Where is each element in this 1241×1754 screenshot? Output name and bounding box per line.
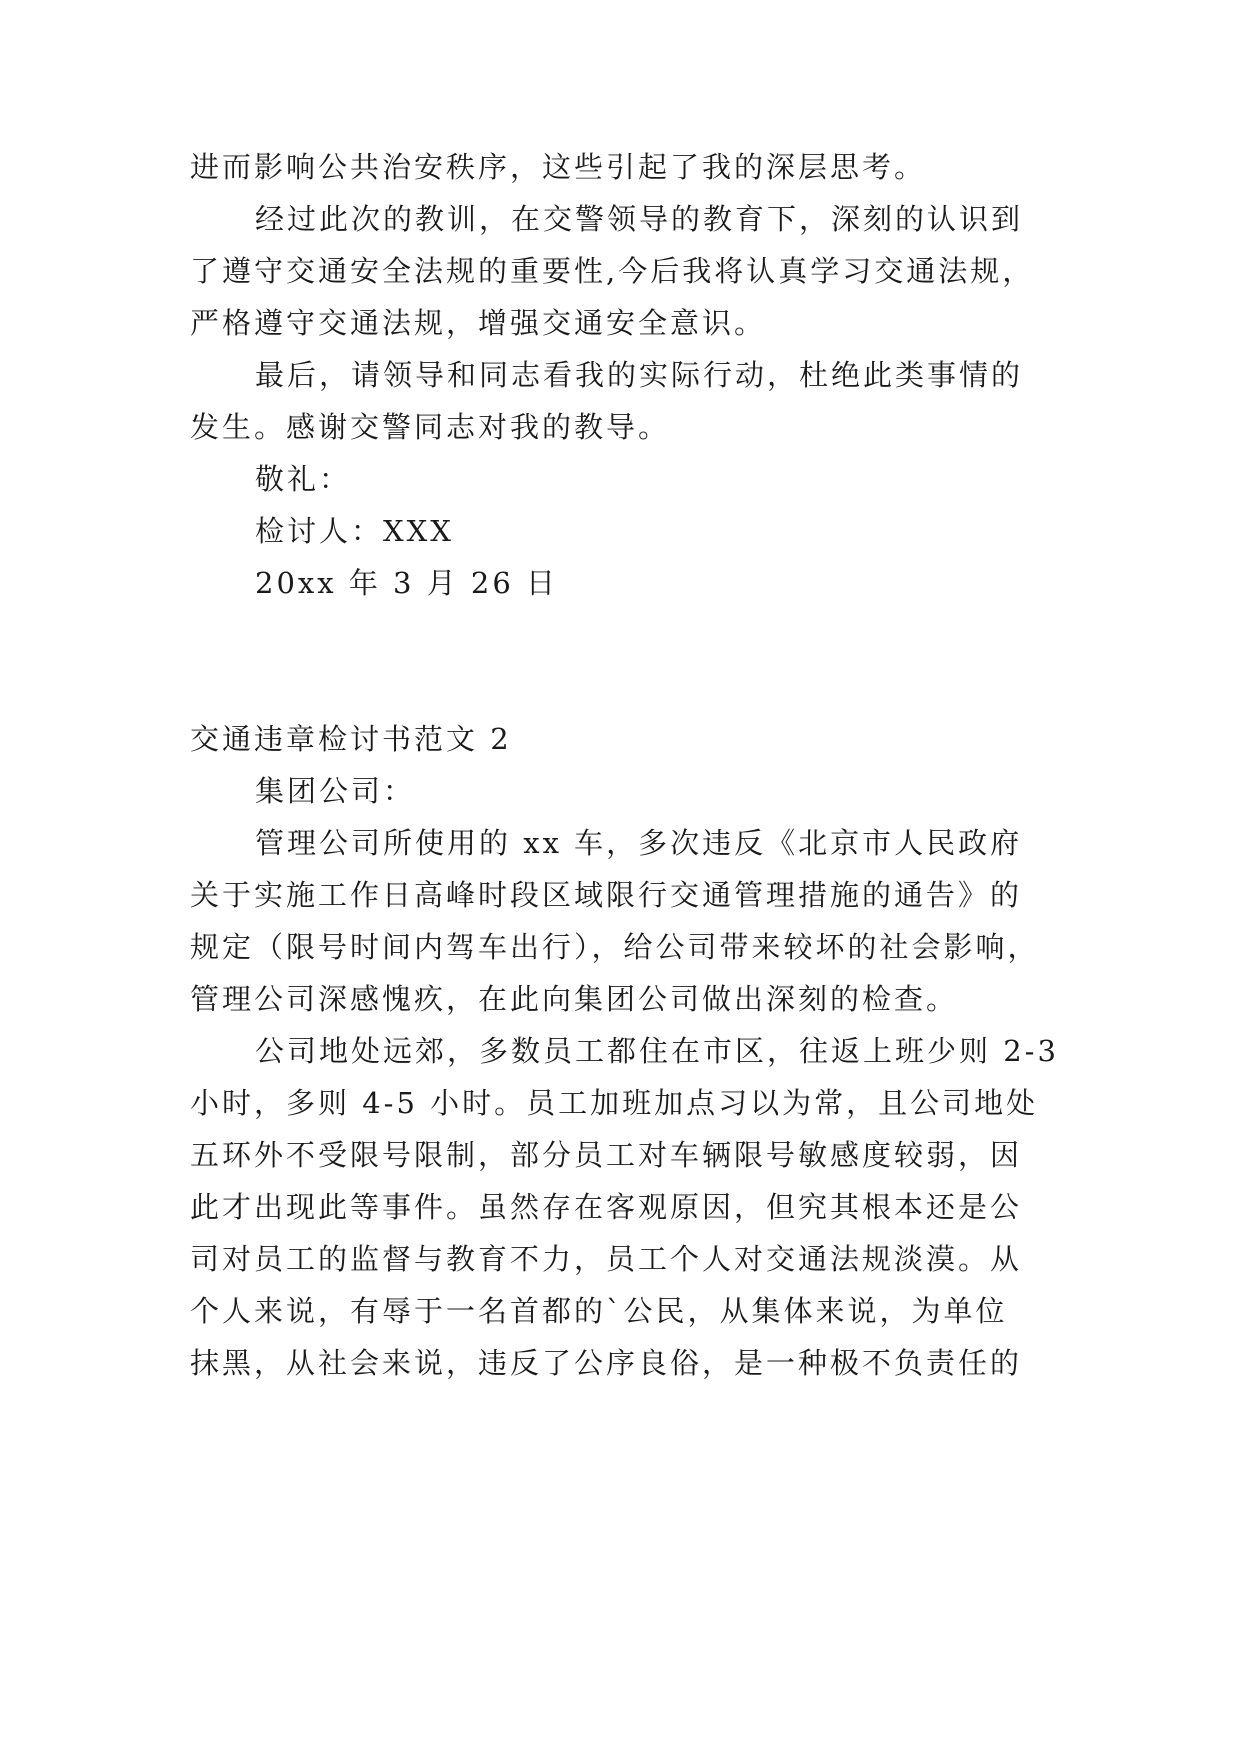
paragraph-line: 抹黑，从社会来说，违反了公序良俗，是一种极不负责任的 [190,1346,1023,1380]
paragraph-line: 个人来说，有辱于一名首都的`公民，从集体来说，为单位 [190,1294,1008,1328]
paragraph-line: 发生。感谢交警同志对我的教导。 [190,410,671,444]
date-text: 20xx 年 3 月 26 日 [255,566,559,600]
paragraph-line: 管理公司所使用的 xx 车，多次违反《北京市人民政府 [255,826,1023,860]
paragraph-line: 小时，多则 4-5 小时。员工加班加点习以为常，且公司地处 [190,1086,1039,1120]
paragraph-line: 了遵守交通安全法规的重要性,今后我将认真学习交通法规， [190,254,1035,288]
closing-text: 敬礼： [255,462,352,496]
paragraph-line: 司对员工的监督与教育不力，员工个人对交通法规淡漠。从 [190,1242,1023,1276]
paragraph-line: 管理公司深感愧疚，在此向集团公司做出深刻的检查。 [190,982,959,1016]
paragraph-line: 最后，请领导和同志看我的实际行动，杜绝此类事情的 [255,358,1024,392]
paragraph-line: 规定（限号时间内驾车出行），给公司带来较坏的社会影响， [190,930,1040,964]
section-title: 交通违章检讨书范文 2 [190,722,512,756]
paragraph-line: 进而影响公共治安秩序，这些引起了我的深层思考。 [190,150,927,184]
paragraph-line: 关于实施工作日高峰时段区域限行交通管理措施的通告》的 [190,878,1023,912]
paragraph-line: 此才出现此等事件。虽然存在客观原因，但究其根本还是公 [190,1190,1023,1224]
signer-text: 检讨人：XXX [255,514,454,548]
paragraph-line: 五环外不受限号限制，部分员工对车辆限号敏感度较弱，因 [190,1138,1023,1172]
salutation-text: 集团公司： [255,774,416,808]
paragraph-line: 严格遵守交通法规，增强交通安全意识。 [190,306,767,340]
paragraph-line: 经过此次的教训，在交警领导的教育下，深刻的认识到 [255,202,1024,236]
paragraph-line: 公司地处远郊，多数员工都住在市区，往返上班少则 2-3 [255,1034,1059,1068]
